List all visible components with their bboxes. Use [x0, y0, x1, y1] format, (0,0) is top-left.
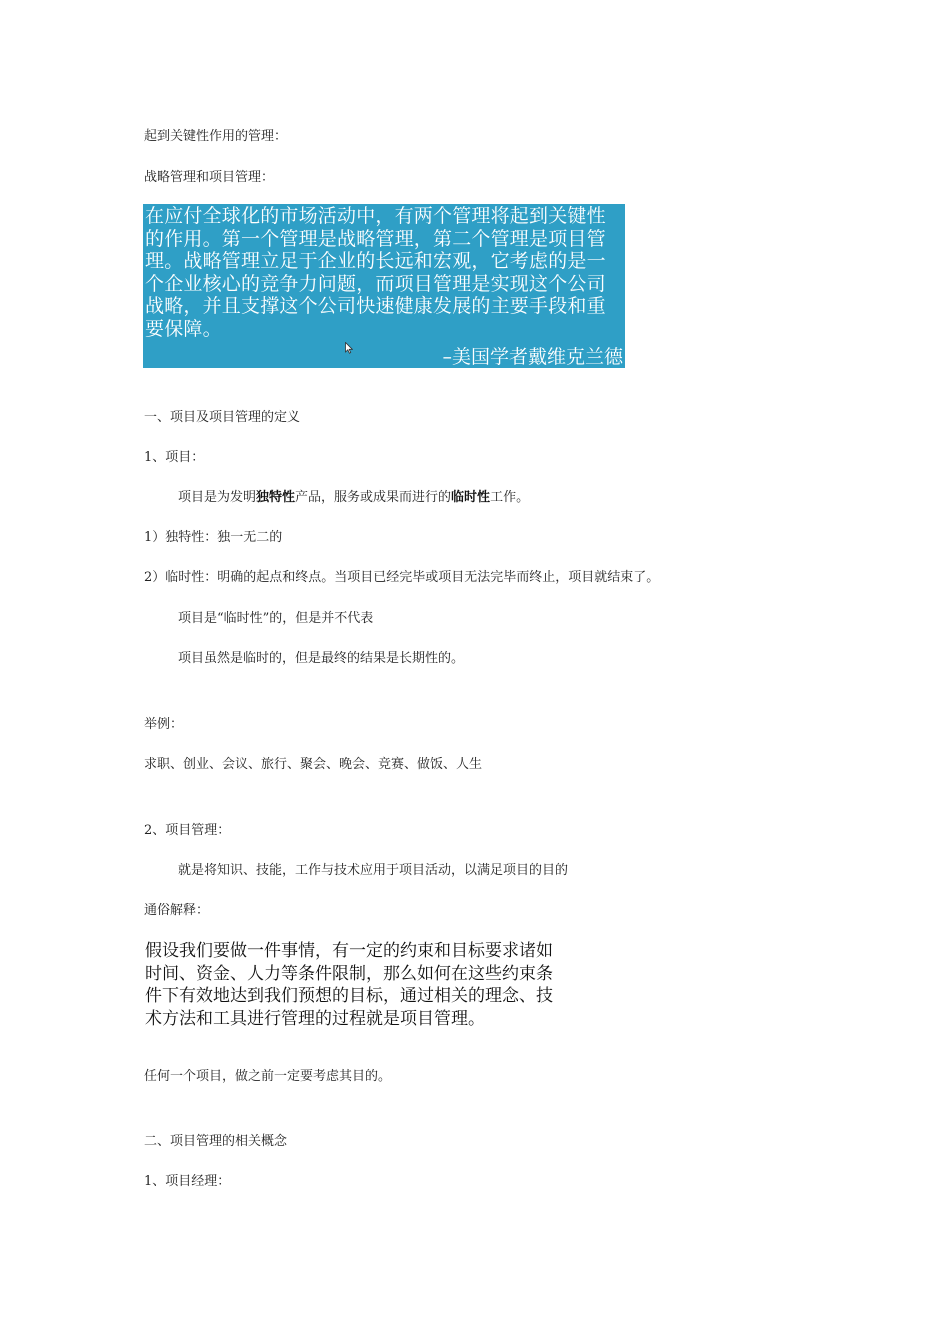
project-management-definition: 就是将知识、技能，工作与技术应用于项目活动，以满足项目的目的	[178, 863, 569, 878]
note-long-term: 项目虽然是临时的，但是最终的结果是长期性的。	[178, 651, 465, 666]
mouse-cursor-icon	[345, 342, 353, 354]
plain-explanation-text: 假设我们要做一件事情，有一定的约束和目标要求诸如时间、资金、人力等条件限制，那么如何在这些约束条件下有效地达到我们预想的目标，通过相关的理念、技术方法和工具进行管理的过程就是项目管理。	[145, 941, 553, 1029]
example-label: 举例：	[144, 717, 184, 732]
quote-author: –美国学者戴维克兰德	[442, 346, 623, 368]
definition-part-3: 工作。	[490, 490, 530, 505]
section1-title: 一、项目及项目管理的定义	[144, 410, 301, 425]
plain-explanation-label: 通俗解释：	[144, 903, 210, 918]
point-temporary: 2）临时性：明确的起点和终点。当项目已经完毕或项目无法完毕而终止，项目就结束了。	[144, 570, 660, 585]
heading-strategy: 战略管理和项目管理：	[144, 170, 275, 185]
quote-image	[143, 204, 625, 368]
definition-part-2: 产品，服务或成果而进行的	[295, 490, 452, 505]
section2-sub1-title: 1、项目经理：	[144, 1174, 231, 1189]
definition-part-1: 项目是为发明	[178, 490, 257, 505]
note-temporary: 项目是“临时性”的，但是并不代表	[178, 611, 374, 626]
section2-title: 二、项目管理的相关概念	[144, 1134, 288, 1149]
section1-sub1-title: 1、项目：	[144, 450, 205, 465]
quote-text: 在应付全球化的市场活动中，有两个管理将起到关键性的作用。第一个管理是战略管理，第二个管理是项目管理。战略管理立足于企业的长远和宏观，它考虑的是一个企业核心的竞争力问题，而项目管理是实现这个公司战略，并且支撑这个公司快速健康发展的主要手段和重要保障。	[145, 205, 606, 340]
project-definition	[178, 489, 529, 507]
example-list: 求职、创业、会议、旅行、聚会、晚会、竞赛、做饭、人生	[144, 757, 483, 772]
point-uniqueness: 1）独特性：独一无二的	[144, 530, 283, 545]
definition-temporary: 临时性	[451, 490, 491, 505]
definition-uniqueness: 独特性	[256, 490, 296, 505]
heading-key-role: 起到关键性作用的管理：	[144, 129, 288, 144]
section1-sub2-title: 2、项目管理：	[144, 823, 231, 838]
reminder-text: 任何一个项目，做之前一定要考虑其目的。	[144, 1069, 392, 1084]
